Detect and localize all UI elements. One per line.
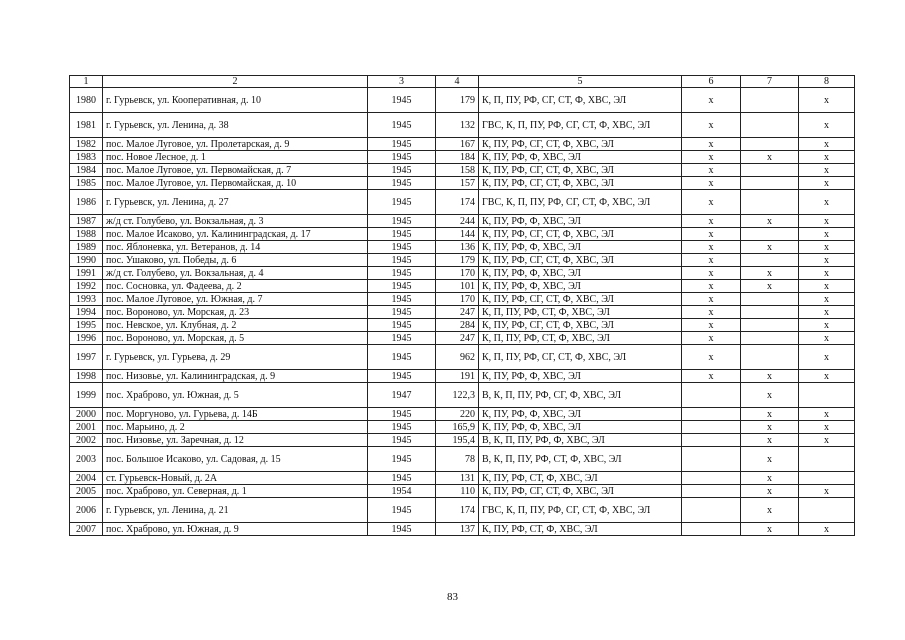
row-number-cell: 1990 bbox=[70, 254, 103, 267]
row-number-cell: 2004 bbox=[70, 472, 103, 485]
year-cell: 1945 bbox=[368, 434, 436, 447]
codes-cell: К, ПУ, РФ, СГ, СТ, Ф, ХВС, ЭЛ bbox=[479, 254, 682, 267]
value-cell: 195,4 bbox=[436, 434, 479, 447]
row-number-cell: 1986 bbox=[70, 190, 103, 215]
value-cell: 122,3 bbox=[436, 383, 479, 408]
address-cell: пос. Ушаково, ул. Победы, д. 6 bbox=[103, 254, 368, 267]
mark-col7-cell: х bbox=[741, 485, 799, 498]
year-cell: 1945 bbox=[368, 177, 436, 190]
value-cell: 158 bbox=[436, 164, 479, 177]
codes-cell: К, ПУ, РФ, СГ, СТ, Ф, ХВС, ЭЛ bbox=[479, 164, 682, 177]
table-row bbox=[70, 421, 855, 434]
mark-col6-cell: х bbox=[682, 88, 741, 113]
address-cell: г. Гурьевск, ул. Ленина, д. 38 bbox=[103, 113, 368, 138]
housing-register-table bbox=[69, 75, 855, 536]
row-number-cell: 2001 bbox=[70, 421, 103, 434]
table-row bbox=[70, 408, 855, 421]
table-row bbox=[70, 332, 855, 345]
value-cell: 101 bbox=[436, 280, 479, 293]
table-row bbox=[70, 370, 855, 383]
row-number-cell: 2006 bbox=[70, 498, 103, 523]
table-row bbox=[70, 383, 855, 408]
mark-col8-cell: х bbox=[799, 267, 855, 280]
address-cell: пос. Храброво, ул. Северная, д. 1 bbox=[103, 485, 368, 498]
mark-col7-cell bbox=[741, 319, 799, 332]
year-cell: 1945 bbox=[368, 319, 436, 332]
mark-col7-cell: х bbox=[741, 498, 799, 523]
codes-cell: К, ПУ, РФ, СТ, Ф, ХВС, ЭЛ bbox=[479, 523, 682, 536]
value-cell: 157 bbox=[436, 177, 479, 190]
mark-col8-cell: х bbox=[799, 228, 855, 241]
year-cell: 1945 bbox=[368, 332, 436, 345]
mark-col6-cell: х bbox=[682, 319, 741, 332]
address-cell: г. Гурьевск, ул. Ленина, д. 21 bbox=[103, 498, 368, 523]
mark-col6-cell: х bbox=[682, 151, 741, 164]
codes-cell: К, П, ПУ, РФ, СГ, СТ, Ф, ХВС, ЭЛ bbox=[479, 88, 682, 113]
address-cell: ст. Гурьевск-Новый, д. 2А bbox=[103, 472, 368, 485]
table-row bbox=[70, 306, 855, 319]
mark-col8-cell: х bbox=[799, 151, 855, 164]
address-cell: г. Гурьевск, ул. Кооперативная, д. 10 bbox=[103, 88, 368, 113]
mark-col6-cell: х bbox=[682, 306, 741, 319]
address-cell: пос. Малое Луговое, ул. Южная, д. 7 bbox=[103, 293, 368, 306]
mark-col6-cell bbox=[682, 472, 741, 485]
year-cell: 1945 bbox=[368, 447, 436, 472]
codes-cell: К, ПУ, РФ, Ф, ХВС, ЭЛ bbox=[479, 280, 682, 293]
mark-col8-cell: х bbox=[799, 370, 855, 383]
year-cell: 1945 bbox=[368, 370, 436, 383]
codes-cell: К, ПУ, РФ, Ф, ХВС, ЭЛ bbox=[479, 421, 682, 434]
year-cell: 1945 bbox=[368, 164, 436, 177]
codes-cell: К, ПУ, РФ, Ф, ХВС, ЭЛ bbox=[479, 267, 682, 280]
row-number-cell: 1994 bbox=[70, 306, 103, 319]
address-cell: пос. Низовье, ул. Калининградская, д. 9 bbox=[103, 370, 368, 383]
mark-col7-cell: х bbox=[741, 408, 799, 421]
mark-col8-cell bbox=[799, 447, 855, 472]
row-number-cell: 1995 bbox=[70, 319, 103, 332]
table-row bbox=[70, 254, 855, 267]
table-row bbox=[70, 447, 855, 472]
row-number-cell: 1987 bbox=[70, 215, 103, 228]
mark-col7-cell: х bbox=[741, 267, 799, 280]
table-row bbox=[70, 319, 855, 332]
mark-col8-cell: х bbox=[799, 215, 855, 228]
mark-col7-cell: х bbox=[741, 151, 799, 164]
mark-col7-cell: х bbox=[741, 434, 799, 447]
row-number-cell: 1981 bbox=[70, 113, 103, 138]
mark-col6-cell: х bbox=[682, 370, 741, 383]
row-number-cell: 2002 bbox=[70, 434, 103, 447]
year-cell: 1945 bbox=[368, 215, 436, 228]
table-row bbox=[70, 138, 855, 151]
mark-col8-cell: х bbox=[799, 408, 855, 421]
table-row bbox=[70, 228, 855, 241]
address-cell: г. Гурьевск, ул. Ленина, д. 27 bbox=[103, 190, 368, 215]
mark-col6-cell: х bbox=[682, 190, 741, 215]
value-cell: 179 bbox=[436, 88, 479, 113]
row-number-cell: 1998 bbox=[70, 370, 103, 383]
row-number-cell: 1997 bbox=[70, 345, 103, 370]
value-cell: 174 bbox=[436, 498, 479, 523]
table-body bbox=[70, 88, 855, 536]
mark-col7-cell: х bbox=[741, 215, 799, 228]
codes-cell: К, ПУ, РФ, СГ, СТ, Ф, ХВС, ЭЛ bbox=[479, 485, 682, 498]
table-row bbox=[70, 280, 855, 293]
address-cell: пос. Низовье, ул. Заречная, д. 12 bbox=[103, 434, 368, 447]
value-cell: 78 bbox=[436, 447, 479, 472]
column-header-3: 3 bbox=[368, 76, 436, 88]
year-cell: 1945 bbox=[368, 241, 436, 254]
column-number-row bbox=[70, 76, 855, 88]
address-cell: ж/д ст. Голубево, ул. Вокзальная, д. 3 bbox=[103, 215, 368, 228]
mark-col8-cell: х bbox=[799, 88, 855, 113]
codes-cell: К, ПУ, РФ, Ф, ХВС, ЭЛ bbox=[479, 370, 682, 383]
table-row bbox=[70, 267, 855, 280]
year-cell: 1945 bbox=[368, 306, 436, 319]
row-number-cell: 2007 bbox=[70, 523, 103, 536]
mark-col6-cell: х bbox=[682, 228, 741, 241]
table-row bbox=[70, 113, 855, 138]
row-number-cell: 1983 bbox=[70, 151, 103, 164]
mark-col8-cell: х bbox=[799, 190, 855, 215]
address-cell: пос. Новое Лесное, д. 1 bbox=[103, 151, 368, 164]
year-cell: 1954 bbox=[368, 485, 436, 498]
table-row bbox=[70, 190, 855, 215]
mark-col8-cell: х bbox=[799, 138, 855, 151]
mark-col7-cell bbox=[741, 88, 799, 113]
table-row bbox=[70, 177, 855, 190]
mark-col8-cell: х bbox=[799, 434, 855, 447]
mark-col8-cell: х bbox=[799, 523, 855, 536]
address-cell: пос. Вороново, ул. Морская, д. 5 bbox=[103, 332, 368, 345]
mark-col8-cell: х bbox=[799, 113, 855, 138]
mark-col7-cell bbox=[741, 138, 799, 151]
row-number-cell: 2005 bbox=[70, 485, 103, 498]
column-header-8: 8 bbox=[799, 76, 855, 88]
mark-col6-cell: х bbox=[682, 293, 741, 306]
address-cell: пос. Марьино, д. 2 bbox=[103, 421, 368, 434]
codes-cell: К, ПУ, РФ, СГ, СТ, Ф, ХВС, ЭЛ bbox=[479, 228, 682, 241]
row-number-cell: 2000 bbox=[70, 408, 103, 421]
table-row bbox=[70, 293, 855, 306]
mark-col8-cell: х bbox=[799, 319, 855, 332]
year-cell: 1945 bbox=[368, 472, 436, 485]
address-cell: г. Гурьевск, ул. Гурьева, д. 29 bbox=[103, 345, 368, 370]
mark-col8-cell: х bbox=[799, 421, 855, 434]
column-header-4: 4 bbox=[436, 76, 479, 88]
mark-col7-cell bbox=[741, 254, 799, 267]
mark-col6-cell: х bbox=[682, 280, 741, 293]
mark-col7-cell: х bbox=[741, 447, 799, 472]
row-number-cell: 1985 bbox=[70, 177, 103, 190]
row-number-cell: 1982 bbox=[70, 138, 103, 151]
column-header-2: 2 bbox=[103, 76, 368, 88]
address-cell: пос. Малое Луговое, ул. Первомайская, д. 10 bbox=[103, 177, 368, 190]
address-cell: пос. Храброво, ул. Южная, д. 9 bbox=[103, 523, 368, 536]
mark-col8-cell: х bbox=[799, 177, 855, 190]
value-cell: 144 bbox=[436, 228, 479, 241]
mark-col6-cell bbox=[682, 485, 741, 498]
value-cell: 137 bbox=[436, 523, 479, 536]
year-cell: 1945 bbox=[368, 523, 436, 536]
codes-cell: К, ПУ, РФ, СГ, СТ, Ф, ХВС, ЭЛ bbox=[479, 138, 682, 151]
address-cell: пос. Малое Исаково, ул. Калининградская, д. 17 bbox=[103, 228, 368, 241]
mark-col7-cell bbox=[741, 190, 799, 215]
mark-col7-cell bbox=[741, 113, 799, 138]
codes-cell: К, П, ПУ, РФ, СГ, СТ, Ф, ХВС, ЭЛ bbox=[479, 345, 682, 370]
value-cell: 179 bbox=[436, 254, 479, 267]
mark-col8-cell bbox=[799, 498, 855, 523]
column-header-5: 5 bbox=[479, 76, 682, 88]
mark-col6-cell bbox=[682, 434, 741, 447]
table-row bbox=[70, 472, 855, 485]
year-cell: 1945 bbox=[368, 151, 436, 164]
table-row bbox=[70, 523, 855, 536]
codes-cell: К, ПУ, РФ, СГ, СТ, Ф, ХВС, ЭЛ bbox=[479, 177, 682, 190]
codes-cell: К, ПУ, РФ, Ф, ХВС, ЭЛ bbox=[479, 408, 682, 421]
address-cell: пос. Невское, ул. Клубная, д. 2 bbox=[103, 319, 368, 332]
mark-col6-cell: х bbox=[682, 164, 741, 177]
mark-col6-cell: х bbox=[682, 267, 741, 280]
table-row bbox=[70, 345, 855, 370]
codes-cell: К, ПУ, РФ, Ф, ХВС, ЭЛ bbox=[479, 215, 682, 228]
address-cell: пос. Храброво, ул. Южная, д. 5 bbox=[103, 383, 368, 408]
codes-cell: ГВС, К, П, ПУ, РФ, СГ, СТ, Ф, ХВС, ЭЛ bbox=[479, 498, 682, 523]
table-row bbox=[70, 164, 855, 177]
mark-col8-cell: х bbox=[799, 164, 855, 177]
year-cell: 1945 bbox=[368, 345, 436, 370]
mark-col8-cell: х bbox=[799, 345, 855, 370]
mark-col7-cell: х bbox=[741, 241, 799, 254]
address-cell: ж/д ст. Голубево, ул. Вокзальная, д. 4 bbox=[103, 267, 368, 280]
mark-col8-cell: х bbox=[799, 241, 855, 254]
column-header-1: 1 bbox=[70, 76, 103, 88]
value-cell: 247 bbox=[436, 332, 479, 345]
year-cell: 1945 bbox=[368, 190, 436, 215]
mark-col8-cell: х bbox=[799, 485, 855, 498]
year-cell: 1945 bbox=[368, 293, 436, 306]
mark-col8-cell: х bbox=[799, 293, 855, 306]
table-row bbox=[70, 485, 855, 498]
year-cell: 1945 bbox=[368, 228, 436, 241]
year-cell: 1945 bbox=[368, 280, 436, 293]
value-cell: 174 bbox=[436, 190, 479, 215]
value-cell: 132 bbox=[436, 113, 479, 138]
year-cell: 1945 bbox=[368, 498, 436, 523]
mark-col6-cell bbox=[682, 421, 741, 434]
column-header-6: 6 bbox=[682, 76, 741, 88]
value-cell: 247 bbox=[436, 306, 479, 319]
mark-col7-cell: х bbox=[741, 370, 799, 383]
mark-col6-cell bbox=[682, 498, 741, 523]
value-cell: 184 bbox=[436, 151, 479, 164]
codes-cell: В, К, П, ПУ, РФ, СГ, Ф, ХВС, ЭЛ bbox=[479, 383, 682, 408]
year-cell: 1945 bbox=[368, 138, 436, 151]
year-cell: 1945 bbox=[368, 113, 436, 138]
mark-col6-cell: х bbox=[682, 345, 741, 370]
codes-cell: К, П, ПУ, РФ, СТ, Ф, ХВС, ЭЛ bbox=[479, 306, 682, 319]
mark-col6-cell bbox=[682, 447, 741, 472]
address-cell: пос. Яблоневка, ул. Ветеранов, д. 14 bbox=[103, 241, 368, 254]
mark-col8-cell: х bbox=[799, 254, 855, 267]
mark-col7-cell bbox=[741, 164, 799, 177]
value-cell: 220 bbox=[436, 408, 479, 421]
page-number: 83 bbox=[447, 591, 458, 603]
value-cell: 170 bbox=[436, 267, 479, 280]
row-number-cell: 1999 bbox=[70, 383, 103, 408]
value-cell: 962 bbox=[436, 345, 479, 370]
table-row bbox=[70, 241, 855, 254]
mark-col8-cell bbox=[799, 383, 855, 408]
year-cell: 1945 bbox=[368, 421, 436, 434]
value-cell: 131 bbox=[436, 472, 479, 485]
mark-col6-cell: х bbox=[682, 215, 741, 228]
mark-col8-cell: х bbox=[799, 306, 855, 319]
table-row bbox=[70, 498, 855, 523]
mark-col6-cell: х bbox=[682, 254, 741, 267]
address-cell: пос. Малое Луговое, ул. Первомайская, д. 7 bbox=[103, 164, 368, 177]
codes-cell: ГВС, К, П, ПУ, РФ, СГ, СТ, Ф, ХВС, ЭЛ bbox=[479, 113, 682, 138]
mark-col6-cell bbox=[682, 383, 741, 408]
codes-cell: К, ПУ, РФ, СТ, Ф, ХВС, ЭЛ bbox=[479, 472, 682, 485]
year-cell: 1945 bbox=[368, 267, 436, 280]
row-number-cell: 1996 bbox=[70, 332, 103, 345]
codes-cell: К, ПУ, РФ, СГ, СТ, Ф, ХВС, ЭЛ bbox=[479, 293, 682, 306]
value-cell: 170 bbox=[436, 293, 479, 306]
mark-col7-cell: х bbox=[741, 523, 799, 536]
value-cell: 165,9 bbox=[436, 421, 479, 434]
value-cell: 284 bbox=[436, 319, 479, 332]
row-number-cell: 1988 bbox=[70, 228, 103, 241]
address-cell: пос. Сосновка, ул. Фадеева, д. 2 bbox=[103, 280, 368, 293]
mark-col7-cell: х bbox=[741, 472, 799, 485]
column-header-7: 7 bbox=[741, 76, 799, 88]
mark-col8-cell: х bbox=[799, 280, 855, 293]
mark-col6-cell: х bbox=[682, 177, 741, 190]
codes-cell: В, К, П, ПУ, РФ, Ф, ХВС, ЭЛ bbox=[479, 434, 682, 447]
mark-col6-cell bbox=[682, 523, 741, 536]
codes-cell: В, К, П, ПУ, РФ, СТ, Ф, ХВС, ЭЛ bbox=[479, 447, 682, 472]
address-cell: пос. Большое Исаково, ул. Садовая, д. 15 bbox=[103, 447, 368, 472]
row-number-cell: 1989 bbox=[70, 241, 103, 254]
table-row bbox=[70, 215, 855, 228]
row-number-cell: 1992 bbox=[70, 280, 103, 293]
mark-col7-cell bbox=[741, 332, 799, 345]
row-number-cell: 1980 bbox=[70, 88, 103, 113]
codes-cell: К, ПУ, РФ, Ф, ХВС, ЭЛ bbox=[479, 151, 682, 164]
mark-col7-cell bbox=[741, 345, 799, 370]
mark-col6-cell: х bbox=[682, 113, 741, 138]
row-number-cell: 2003 bbox=[70, 447, 103, 472]
address-cell: пос. Моргуново, ул. Гурьева, д. 14Б bbox=[103, 408, 368, 421]
year-cell: 1945 bbox=[368, 88, 436, 113]
mark-col7-cell bbox=[741, 177, 799, 190]
row-number-cell: 1993 bbox=[70, 293, 103, 306]
mark-col8-cell: х bbox=[799, 332, 855, 345]
mark-col7-cell bbox=[741, 306, 799, 319]
row-number-cell: 1984 bbox=[70, 164, 103, 177]
mark-col8-cell bbox=[799, 472, 855, 485]
mark-col7-cell: х bbox=[741, 383, 799, 408]
value-cell: 191 bbox=[436, 370, 479, 383]
mark-col6-cell: х bbox=[682, 241, 741, 254]
value-cell: 110 bbox=[436, 485, 479, 498]
codes-cell: К, ПУ, РФ, СГ, СТ, Ф, ХВС, ЭЛ bbox=[479, 319, 682, 332]
address-cell: пос. Малое Луговое, ул. Пролетарская, д. 9 bbox=[103, 138, 368, 151]
year-cell: 1947 bbox=[368, 383, 436, 408]
address-cell: пос. Вороново, ул. Морская, д. 23 bbox=[103, 306, 368, 319]
table-row bbox=[70, 434, 855, 447]
row-number-cell: 1991 bbox=[70, 267, 103, 280]
value-cell: 244 bbox=[436, 215, 479, 228]
mark-col7-cell: х bbox=[741, 421, 799, 434]
mark-col6-cell bbox=[682, 408, 741, 421]
year-cell: 1945 bbox=[368, 408, 436, 421]
mark-col7-cell bbox=[741, 228, 799, 241]
mark-col7-cell bbox=[741, 293, 799, 306]
mark-col6-cell: х bbox=[682, 332, 741, 345]
value-cell: 167 bbox=[436, 138, 479, 151]
codes-cell: К, П, ПУ, РФ, СТ, Ф, ХВС, ЭЛ bbox=[479, 332, 682, 345]
mark-col6-cell: х bbox=[682, 138, 741, 151]
table-row bbox=[70, 151, 855, 164]
table-row bbox=[70, 88, 855, 113]
value-cell: 136 bbox=[436, 241, 479, 254]
codes-cell: ГВС, К, П, ПУ, РФ, СГ, СТ, Ф, ХВС, ЭЛ bbox=[479, 190, 682, 215]
year-cell: 1945 bbox=[368, 254, 436, 267]
codes-cell: К, ПУ, РФ, Ф, ХВС, ЭЛ bbox=[479, 241, 682, 254]
mark-col7-cell: х bbox=[741, 280, 799, 293]
